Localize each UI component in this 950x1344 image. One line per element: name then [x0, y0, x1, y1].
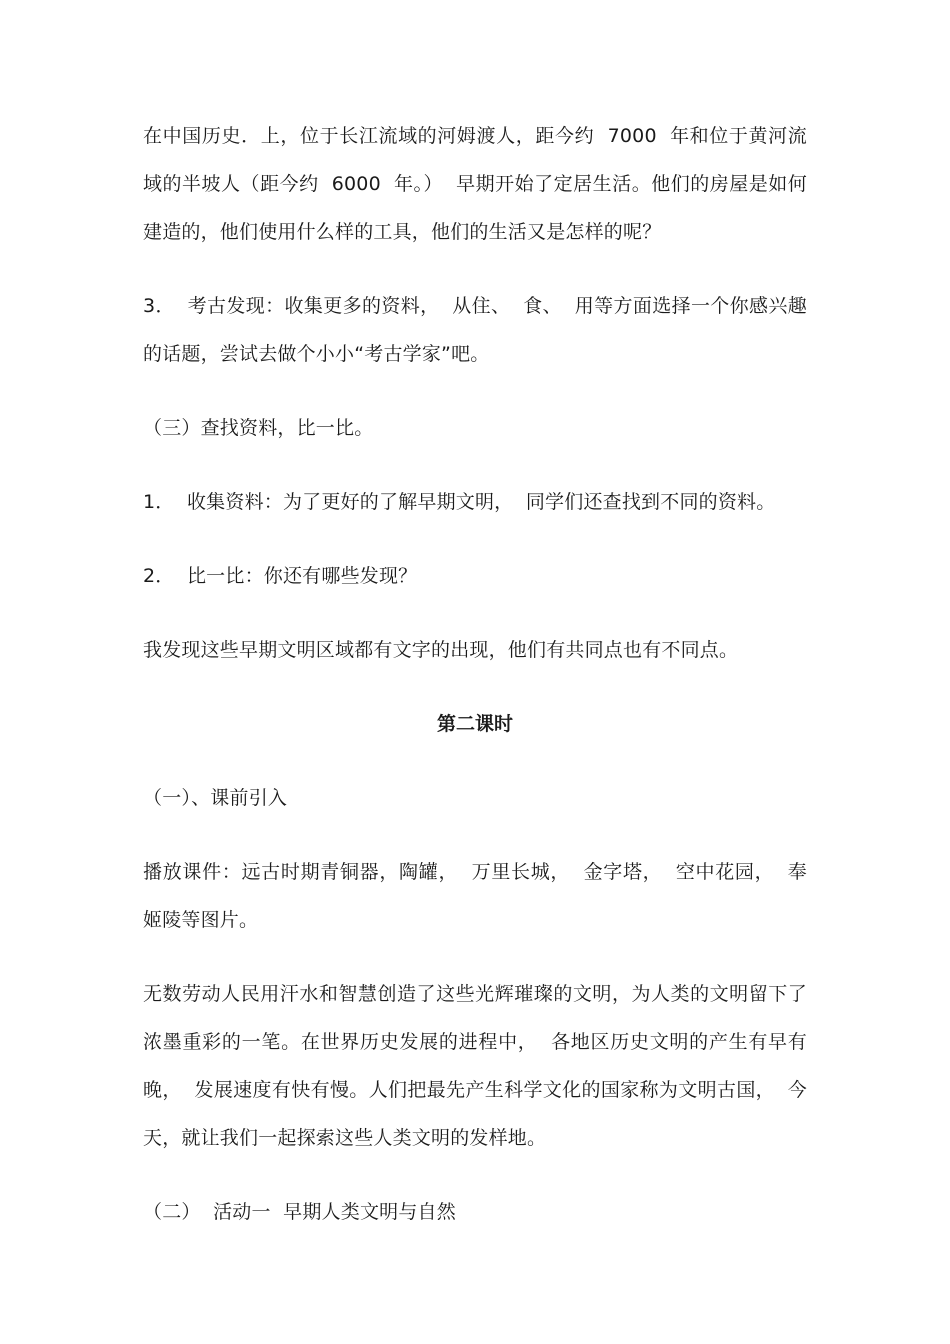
paragraph-civilization: 无数劳动人民用汗水和智慧创造了这些光辉璀璨的文明，为人类的文明留下了浓墨重彩的一笔。在世界历史发展的进程中， 各地区历史文明的产生有早有晚， 发展速度有快有慢。人们把最先产生科学文化的国家称为文明古国， 今天，就让我们一起探索这些人类文明的发样地。: [143, 983, 807, 1149]
paragraph-section-three: （三）查找资料，比一比。: [143, 417, 374, 439]
paragraph-courseware: 播放课件：远古时期青铜器，陶罐， 万里长城， 金字塔， 空中花园， 奉姬陵等图片。: [143, 861, 807, 931]
paragraph-activity-one: （二） 活动一 早期人类文明与自然: [143, 1201, 456, 1223]
paragraph-compare: 2． 比一比：你还有哪些发现？: [143, 565, 418, 587]
paragraph-archaeology: 3． 考古发现：收集更多的资料， 从住、 食、 用等方面选择一个你感兴趣的话题，尝试去做个小小“考古学家”吧。: [143, 295, 807, 365]
section-title: 第二课时: [436, 713, 513, 735]
paragraph-findings: 我发现这些早期文明区域都有文字的出现，他们有共同点也有不同点。: [143, 639, 739, 661]
document-page: [143, 112, 807, 1262]
paragraph-collect-materials: 1． 收集资料：为了更好的了解早期文明， 同学们还查找到不同的资料。: [143, 491, 776, 513]
paragraph-hemudu-banpo: 在中国历史．上，位于长江流域的河姆渡人，距今约 7000 年和位于黄河流域的半坡人（距今约 6000 年。） 早期开始了定居生活。他们的房屋是如何建造的，他们使用什么样的工具，他们的生活又是怎样的呢？: [143, 125, 807, 243]
paragraph-intro-heading: （一）、课前引入: [143, 787, 288, 809]
